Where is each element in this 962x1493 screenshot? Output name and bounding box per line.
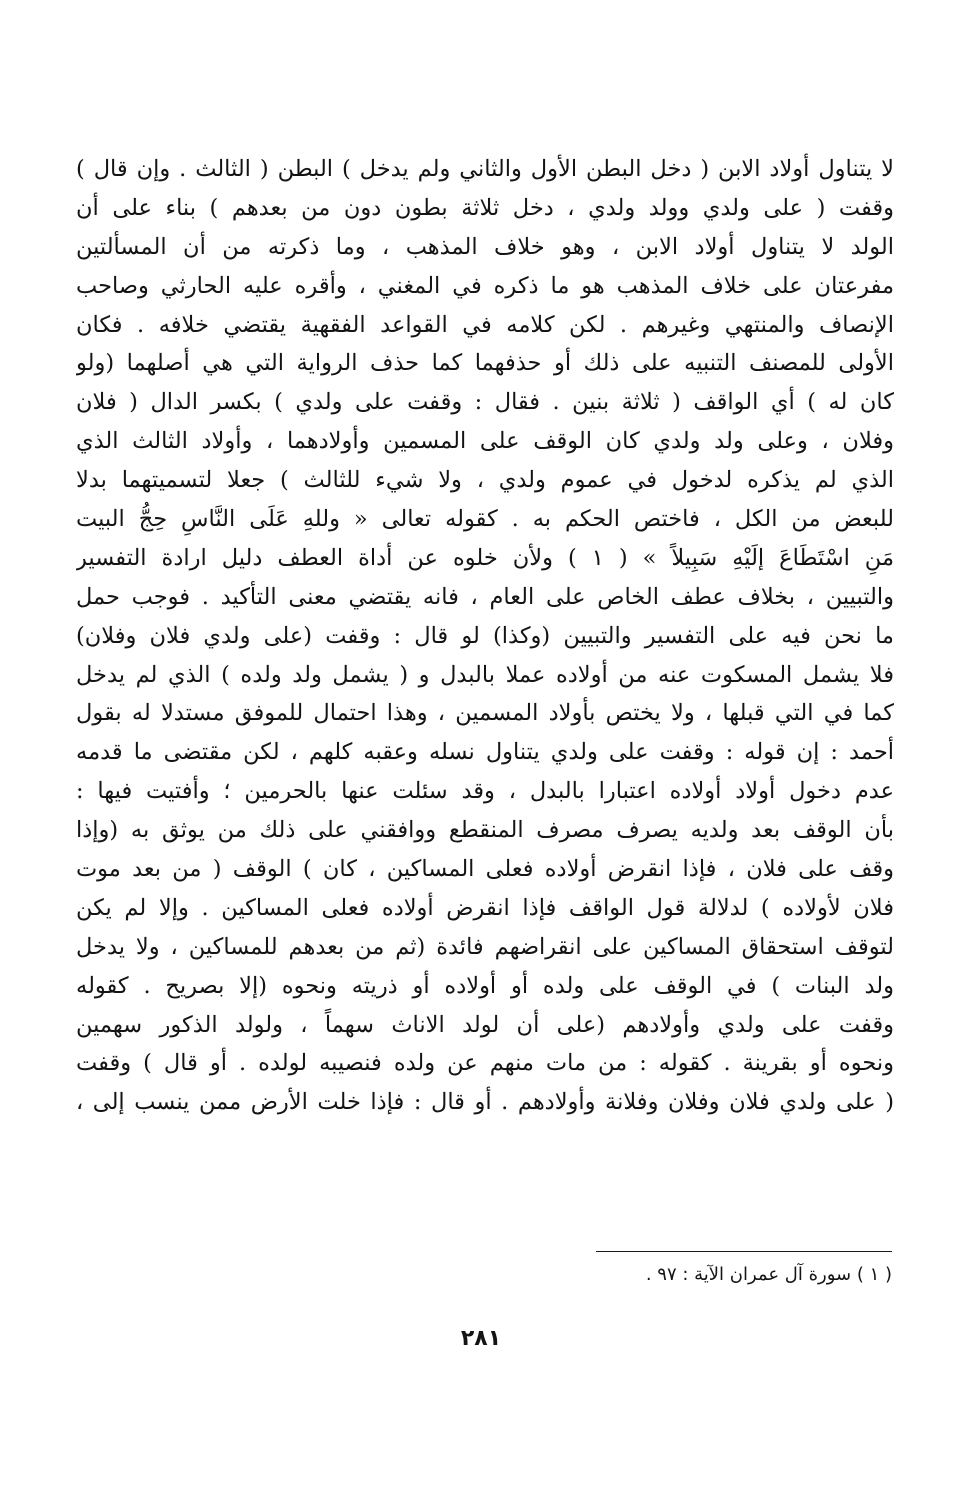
text-line: ولد البنات ) في الوقف على ولده أو أولاده أو ذريته ونحوه (إلا بصريح . كقوله xyxy=(76,972,894,999)
text-line: مَنِ اسْتَطَاعَ إلَيْهِ سَبِيلاً » ( ١ ) ولأن خلوه عن أداة العطف دليل ارادة التفسير xyxy=(76,544,894,571)
text-line: وقفت على ولدي وأولادهم (على أن لولد الاناث سهماً ، ولولد الذكور سهمين xyxy=(76,1011,894,1038)
text-line: فلان لأولاده ) لدلالة قول الواقف فإذا انقرض أولاده فعلى المساكين . وإلا لم يكن xyxy=(76,894,894,921)
text-line: لتوقف استحقاق المساكين على انقراضهم فائدة (ثم من بعدهم للمساكين ، ولا يدخل xyxy=(76,933,894,960)
text-line: بأن الوقف بعد ولديه يصرف مصرف المنقطع ووافقني على ذلك من يوثق به (وإذا xyxy=(76,817,894,844)
footnote-divider xyxy=(596,1251,892,1252)
footnote: ( ١ ) سورة آل عمران الآية : ٩٧ . xyxy=(645,1264,892,1285)
text-line: ( على ولدي فلان وفلان وفلانة وأولادهم . أو قال : فإذا خلت الأرض ممن ينسب إلى ، xyxy=(76,1089,894,1116)
text-line: عدم دخول أولاد أولاده اعتبارا بالبدل ، وقد سئلت عنها بالحرمين ؛ وأفتيت فيها : xyxy=(76,778,894,805)
text-line: للبعض من الكل ، فاختص الحكم به . كقوله تعالى « وللهِ عَلَى النَّاسِ حِجُّ البيت xyxy=(76,506,894,533)
text-line: لا يتناول أولاد الابن ( دخل البطن الأول والثاني ولم يدخل ) البطن ( الثالث . وإن قال ) xyxy=(76,156,894,182)
text-line: والتبيين ، بخلاف عطف الخاص على العام ، فانه يقتضي معنى التأكيد . فوجب حمل xyxy=(76,583,894,610)
text-line: وقفت ( على ولدي وولد ولدي ، دخل ثلاثة بطون دون من بعدهم ) بناء على أن xyxy=(76,194,894,221)
text-line: الإنصاف والمنتهي وغيرهم . لكن كلامه في القواعد الفقهية يقتضي خلافه . فكان xyxy=(76,311,894,338)
text-line: الأولى للمصنف التنبيه على ذلك أو حذفهما كما حذف الرواية التي هي أصلهما (ولو xyxy=(76,350,894,377)
text-line: وقف على فلان ، فإذا انقرض أولاده فعلى المساكين ، كان ) الوقف ( من بعد موت xyxy=(76,856,894,883)
text-line: وفلان ، وعلى ولد ولدي كان الوقف على المسمين وأولادهما ، وأولاد الثالث الذي xyxy=(76,428,894,455)
page-number: ٢٨١ xyxy=(460,1326,502,1351)
text-line: الذي لم يذكره لدخول في عموم ولدي ، ولا شيء للثالث ) جعلا لتسميتهما بدلا xyxy=(76,467,894,494)
text-line: أحمد : إن قوله : وقفت على ولدي يتناول نسله وعقبه كلهم ، لكن مقتضى ما قدمه xyxy=(76,739,894,766)
text-line: ما نحن فيه على التفسير والتبيين (وكذا) لو قال : وقفت (على ولدي فلان وفلان) xyxy=(76,622,894,649)
text-line: فلا يشمل المسكوت عنه من أولاده عملا بالبدل و ( يشمل ولد ولده ) الذي لم يدخل xyxy=(76,661,894,688)
text-line: ونحوه أو بقرينة . كقوله : من مات منهم عن ولده فنصيبه لولده . أو قال ) وقفت xyxy=(76,1050,894,1077)
text-line: كان له ) أي الواقف ( ثلاثة بنين . فقال : وقفت على ولدي ) بكسر الدال ( فلان xyxy=(76,389,894,416)
text-line: كما في التي قبلها ، ولا يختص بأولاد المسمين ، وهذا احتمال للموفق مستدلا له بقول xyxy=(76,700,894,727)
main-text-block xyxy=(76,150,894,1122)
text-line: مفرعتان على خلاف المذهب هو ما ذكره في المغني ، وأقره عليه الحارثي وصاحب xyxy=(76,272,894,299)
text-line: الولد لا يتناول أولاد الابن ، وهو خلاف المذهب ، وما ذكرته من أن المسألتين xyxy=(76,233,894,260)
